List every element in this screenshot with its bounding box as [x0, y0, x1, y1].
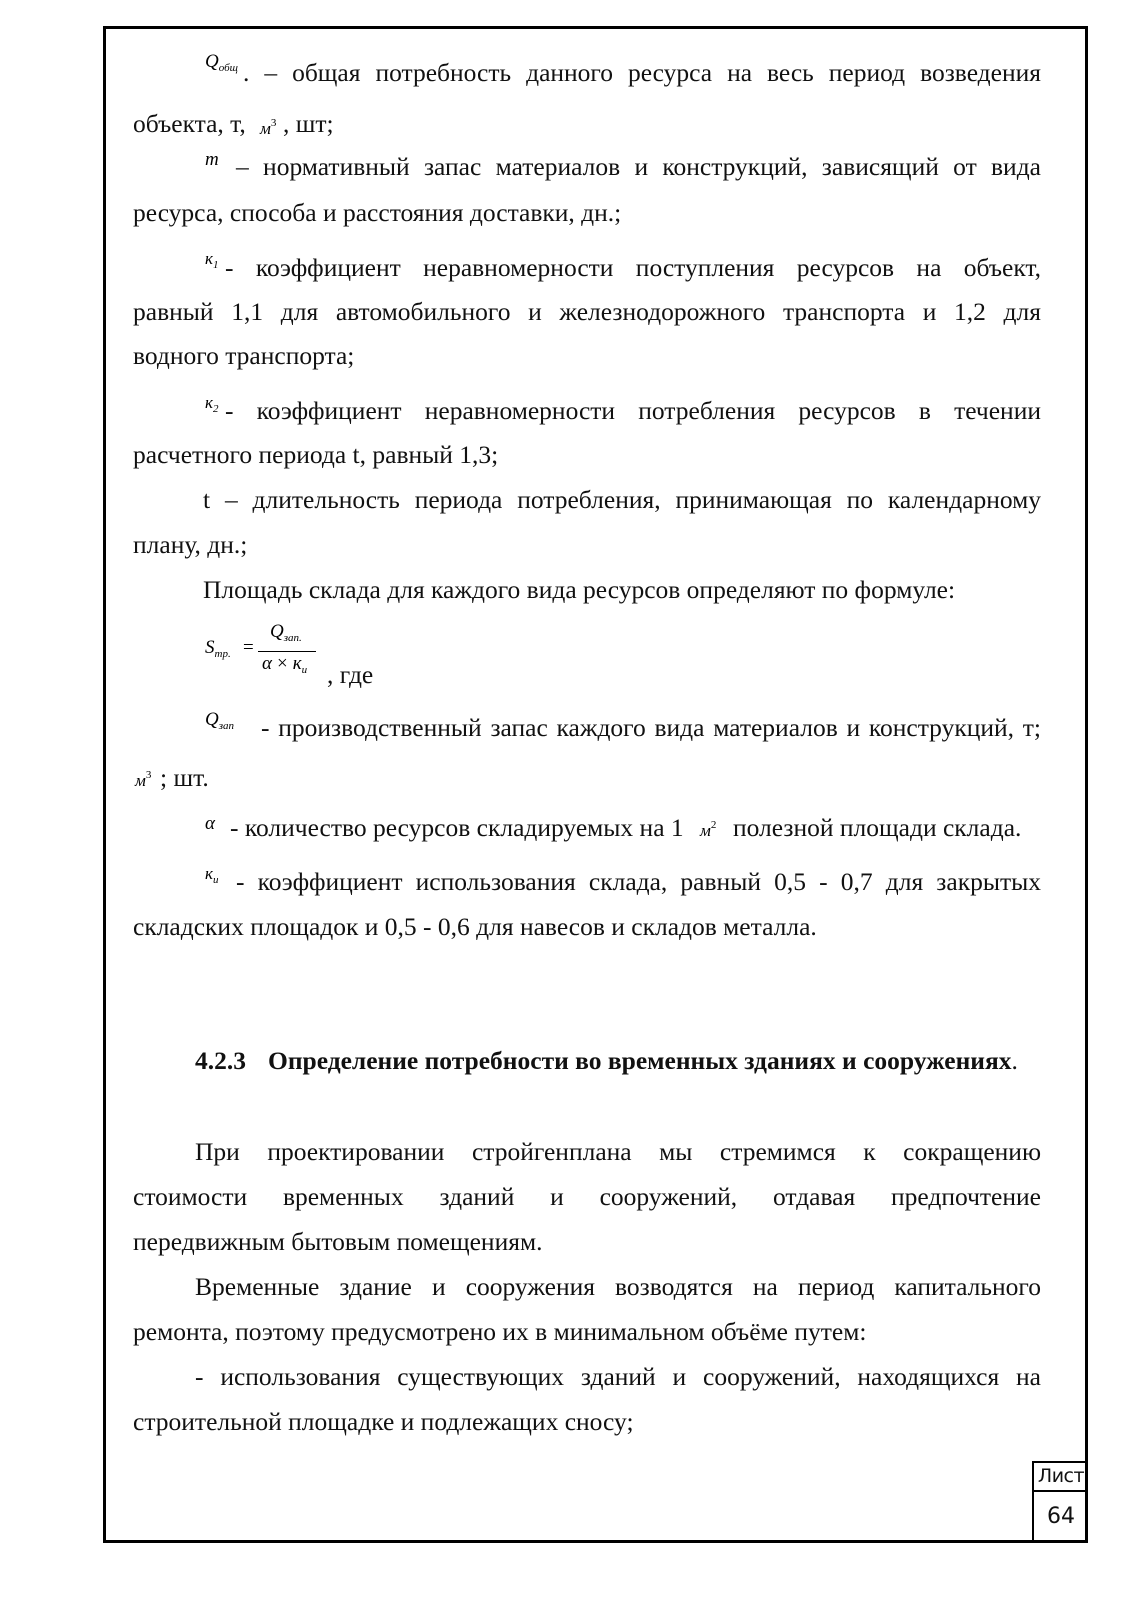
q-total-line-1: . – общая потребность данного ресурса на весь период возведения — [243, 58, 1041, 87]
alpha-unit — [700, 814, 716, 842]
formula-area-lhs — [205, 637, 231, 665]
q-total-symbol — [205, 51, 238, 79]
section-heading — [268, 1046, 1018, 1076]
q-stock-unit-power: 3 — [145, 769, 152, 781]
sheet-stamp — [1032, 1461, 1088, 1543]
q-total-unit — [260, 112, 276, 140]
formula-k-letter: к — [292, 653, 302, 674]
section-title: Определение потребности во временных зданиях и сооружениях — [268, 1046, 1012, 1075]
m-symbol: m — [205, 149, 219, 170]
k1-subscript: 1 — [212, 259, 219, 271]
formula-tail: , где — [327, 660, 374, 689]
k2-symbol — [205, 392, 218, 420]
q-total-unit-power: 3 — [270, 117, 277, 129]
t-line-2: плану, дн.; — [133, 530, 248, 559]
formula-area-letter: S — [205, 637, 215, 658]
q-stock-unit-letter: м — [135, 771, 146, 790]
k-use-letter: к — [205, 864, 213, 883]
k-use-line-2: складских площадок и 0,5 - 0,6 для навесов и складов металла. — [133, 912, 817, 941]
alpha-text-end: полезной площади склада. — [733, 813, 1022, 842]
paragraph-1-line-3: передвижным бытовым помещениям. — [133, 1227, 543, 1256]
k2-subscript: 2 — [212, 403, 219, 415]
sheet-number: 64 — [1047, 1504, 1075, 1529]
m-line-2: ресурса, способа и расстояния доставки, дн.; — [133, 198, 622, 227]
formula-numerator-letter: Q — [270, 621, 284, 642]
formula-equals-sign: = — [243, 637, 254, 658]
k2-letter: к — [205, 393, 213, 412]
q-stock-unit — [135, 764, 151, 792]
t-line-1: t – длительность периода потребления, принимающая по календарному — [203, 485, 1041, 514]
k2-line-1: - коэффициент неравномерности потребления ресурсов в течении — [225, 396, 1041, 425]
k2-line-2: расчетного периода t, равный 1,3; — [133, 440, 499, 469]
paragraph-2-line-2: ремонта, поэтому предусмотрено их в минимальном объёме путем: — [133, 1317, 867, 1346]
section-number: 4.2.3 — [195, 1046, 246, 1075]
k1-line-1: - коэффициент неравномерности поступления ресурсов на объект, — [225, 253, 1041, 282]
formula-alpha: α — [262, 653, 272, 674]
k-use-line-1: - коэффициент использования склада, равный 0,5 - 0,7 для закрытых — [236, 867, 1041, 896]
q-total-line-2-start: объекта, т, — [133, 109, 246, 138]
formula-area-subscript: тр. — [214, 648, 231, 660]
paragraph-3-line-1: - использования существующих зданий и сооружений, находящихся на — [195, 1362, 1041, 1391]
alpha-unit-letter: м — [700, 821, 711, 840]
paragraph-1-line-2: стоимости временных зданий и сооружений, отдавая предпочтение — [133, 1182, 1041, 1211]
section-title-period: . — [1011, 1046, 1018, 1075]
formula-numerator — [270, 621, 302, 649]
alpha-unit-power: 2 — [710, 819, 717, 831]
k1-letter: к — [205, 249, 213, 268]
formula-denominator — [262, 653, 307, 681]
k1-line-2: равный 1,1 для автомобильного и железнодорожного транспорта и 1,2 для — [133, 297, 1041, 326]
k1-line-3: водного транспорта; — [133, 341, 355, 370]
sheet-label: Лист — [1034, 1463, 1088, 1492]
k-use-symbol — [205, 863, 218, 891]
area-formula-intro: Площадь склада для каждого вида ресурсов определяют по формуле: — [203, 575, 956, 604]
m-line-1: – нормативный запас материалов и конструкций, зависящий от вида — [236, 152, 1041, 181]
alpha-symbol: α — [205, 813, 215, 834]
q-total-letter: Q — [205, 51, 219, 72]
alpha-text-start: - количество ресурсов складируемых на 1 — [230, 813, 684, 842]
formula-times-sign: × — [276, 653, 288, 674]
q-stock-line-2: ; шт. — [160, 763, 209, 792]
paragraph-1-line-1: При проектировании стройгенплана мы стремимся к сокращению — [195, 1137, 1041, 1166]
paragraph-3-line-2: строительной площадке и подлежащих сносу; — [133, 1407, 634, 1436]
q-stock-symbol — [205, 709, 234, 737]
k-use-subscript: и — [212, 874, 219, 886]
q-stock-subscript: зап — [218, 720, 235, 732]
k1-symbol — [205, 248, 218, 276]
q-stock-line-1: - производственный запас каждого вида материалов и конструкций, т; — [261, 713, 1041, 742]
q-total-line-2-end: , шт; — [283, 109, 334, 138]
formula-fraction-bar — [258, 651, 316, 652]
q-stock-letter: Q — [205, 709, 219, 730]
q-total-subscript: общ — [218, 62, 238, 74]
formula-k-subscript: и — [301, 664, 308, 676]
paragraph-2-line-1: Временные здание и сооружения возводятся на период капитального — [195, 1272, 1041, 1301]
formula-numerator-subscript: зап. — [283, 632, 302, 644]
q-total-unit-letter: м — [260, 119, 271, 138]
